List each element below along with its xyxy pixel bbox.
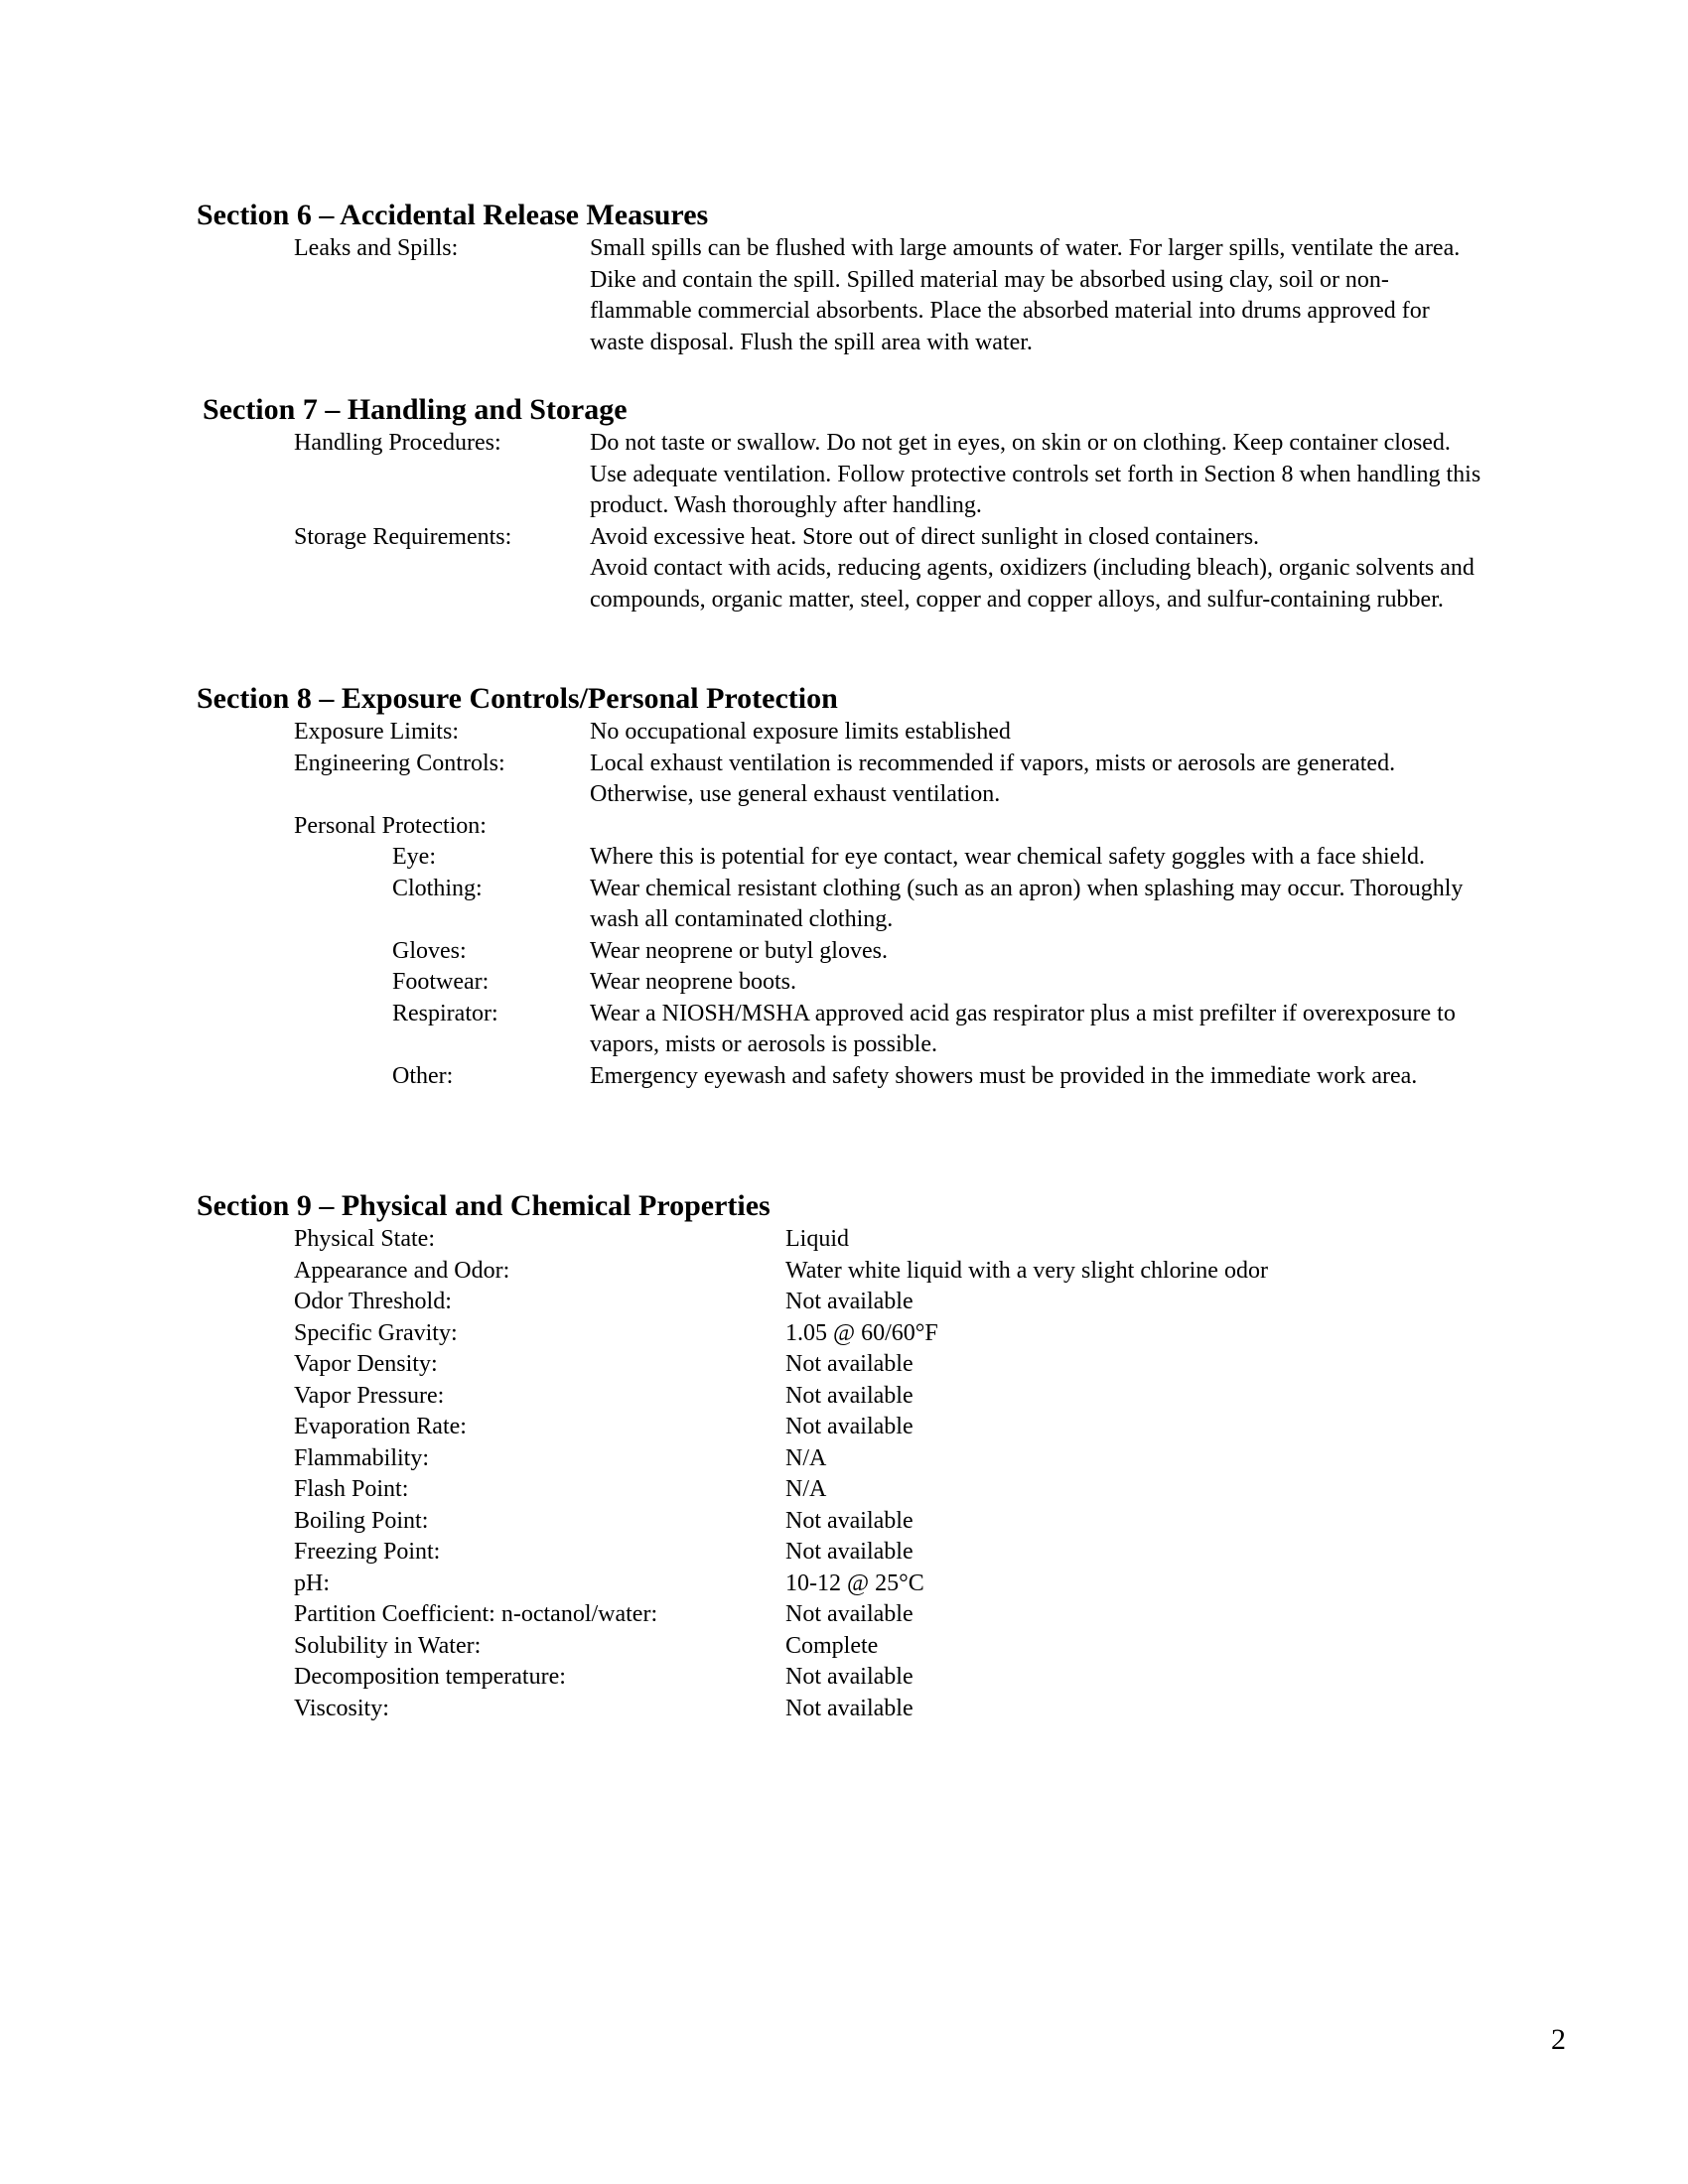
property-label: pH: xyxy=(294,1570,330,1596)
engineering-controls-row xyxy=(294,749,1585,811)
respirator-protection-row xyxy=(294,999,1585,1061)
property-row xyxy=(294,1256,1485,1288)
exposure-limits-row xyxy=(294,717,1585,749)
field-label: Leaks and Spills: xyxy=(294,235,459,261)
property-value: N/A xyxy=(785,1476,827,1502)
property-row xyxy=(294,1569,1485,1600)
field-text-group xyxy=(590,522,1483,616)
field-text-continued: Avoid contact with acids, reducing agents, oxidizers (including bleach), organic solvents and compounds, organic matter, steel, copper and copper alloys, and sulfur-containing rubber. xyxy=(590,555,1475,613)
section-6-heading: Section 6 – Accidental Release Measures xyxy=(197,199,709,231)
clothing-protection-row xyxy=(294,874,1585,936)
personal-protection-row xyxy=(294,811,1585,843)
section-8-heading: Section 8 – Exposure Controls/Personal Protection xyxy=(197,682,838,715)
leaks-and-spills-row xyxy=(294,233,1585,358)
property-row xyxy=(294,1537,1485,1569)
field-text: Wear chemical resistant clothing (such as an apron) when splashing may occur. Thoroughly wash all contaminated clothing. xyxy=(590,875,1464,932)
property-value: Not available xyxy=(785,1507,914,1534)
property-label: Flammability: xyxy=(294,1444,429,1471)
property-value: Liquid xyxy=(785,1226,849,1252)
field-text: Small spills can be flushed with large amounts of water. For larger spills, ventilate the area. Dike and contain the spill. Spilled material may be absorbed using clay, soil or non-flammable commercial absorbents. Place the absorbed material into drums approved for waste disposal. Flush the spill area with water. xyxy=(590,235,1461,355)
property-value: Not available xyxy=(785,1414,914,1439)
property-row xyxy=(294,1443,1485,1475)
property-label: Specific Gravity: xyxy=(294,1319,458,1346)
property-value: Not available xyxy=(785,1664,914,1690)
field-text: Local exhaust ventilation is recommended if vapors, mists or aerosols are generated. Otherwise, use general exhaust ventilation. xyxy=(590,750,1396,807)
property-label: Evaporation Rate: xyxy=(294,1414,467,1439)
section-7-body xyxy=(294,428,1585,615)
section-8-body xyxy=(294,717,1585,1092)
property-value: 10-12 @ 25°C xyxy=(785,1570,924,1596)
eye-protection-row xyxy=(294,842,1585,874)
property-value: Complete xyxy=(785,1632,879,1659)
section-7-heading: Section 7 – Handling and Storage xyxy=(203,393,628,426)
property-value: N/A xyxy=(785,1444,827,1471)
property-label: Partition Coefficient: n-octanol/water: xyxy=(294,1601,658,1627)
property-value: Not available xyxy=(785,1289,914,1314)
field-text: Wear a NIOSH/MSHA approved acid gas respirator plus a mist prefilter if overexposure to vapors, mists or aerosols is possible. xyxy=(590,1000,1456,1057)
field-text: Wear neoprene boots. xyxy=(590,969,796,995)
property-row xyxy=(294,1412,1485,1443)
field-label: Footwear: xyxy=(392,969,490,995)
property-value: Not available xyxy=(785,1539,914,1565)
gloves-protection-row xyxy=(294,936,1585,968)
field-text: Where this is potential for eye contact, wear chemical safety goggles with a face shield. xyxy=(590,844,1425,870)
property-row xyxy=(294,1662,1485,1694)
property-row xyxy=(294,1631,1485,1663)
property-value: Not available xyxy=(785,1695,914,1721)
property-row xyxy=(294,1224,1485,1256)
property-value: Not available xyxy=(785,1382,914,1409)
field-label: Personal Protection: xyxy=(294,812,487,839)
field-label: Handling Procedures: xyxy=(294,430,501,456)
property-row xyxy=(294,1287,1485,1318)
footwear-protection-row xyxy=(294,967,1585,999)
handling-procedures-row xyxy=(294,428,1585,522)
property-row xyxy=(294,1599,1485,1631)
property-value: Not available xyxy=(785,1601,914,1627)
field-label: Respirator: xyxy=(392,1000,498,1026)
field-text: Do not taste or swallow. Do not get in eyes, on skin or on clothing. Keep container closed. Use adequate ventilation. Follow protective controls set forth in Section 8 when handling this product. Wash thoroughly after handling. xyxy=(590,430,1481,518)
property-row xyxy=(294,1694,1485,1725)
property-row xyxy=(294,1474,1485,1506)
page-number: 2 xyxy=(1551,2023,1566,2056)
property-row xyxy=(294,1381,1485,1413)
field-text: Avoid excessive heat. Store out of direct sunlight in closed containers. xyxy=(590,523,1260,550)
property-value: 1.05 @ 60/60°F xyxy=(785,1319,938,1346)
property-label: Freezing Point: xyxy=(294,1539,441,1565)
field-label: Eye: xyxy=(392,844,436,870)
other-protection-row xyxy=(294,1061,1585,1093)
property-value: Not available xyxy=(785,1351,914,1377)
property-label: Viscosity: xyxy=(294,1695,389,1721)
property-label: Vapor Pressure: xyxy=(294,1382,445,1409)
property-row xyxy=(294,1318,1485,1350)
field-text: Emergency eyewash and safety showers must be provided in the immediate work area. xyxy=(590,1062,1418,1089)
field-text: No occupational exposure limits established xyxy=(590,719,1011,745)
field-label: Clothing: xyxy=(392,875,483,901)
storage-requirements-row xyxy=(294,522,1585,616)
property-label: Physical State: xyxy=(294,1226,435,1252)
property-label: Decomposition temperature: xyxy=(294,1664,566,1690)
field-label: Engineering Controls: xyxy=(294,750,505,776)
properties-table xyxy=(294,1224,1485,1724)
field-text: Wear neoprene or butyl gloves. xyxy=(590,937,888,964)
property-label: Vapor Density: xyxy=(294,1351,438,1377)
property-label: Boiling Point: xyxy=(294,1507,429,1534)
property-label: Appearance and Odor: xyxy=(294,1257,510,1284)
property-label: Odor Threshold: xyxy=(294,1289,452,1314)
property-value: Water white liquid with a very slight chlorine odor xyxy=(785,1257,1268,1284)
field-label: Other: xyxy=(392,1062,454,1089)
property-label: Solubility in Water: xyxy=(294,1632,482,1659)
property-label: Flash Point: xyxy=(294,1476,409,1502)
section-6-body xyxy=(294,233,1585,358)
field-label: Storage Requirements: xyxy=(294,523,512,550)
field-label: Gloves: xyxy=(392,937,467,964)
field-label: Exposure Limits: xyxy=(294,719,459,745)
section-9-heading: Section 9 – Physical and Chemical Properties xyxy=(197,1189,771,1222)
property-row xyxy=(294,1506,1485,1538)
property-row xyxy=(294,1349,1485,1381)
